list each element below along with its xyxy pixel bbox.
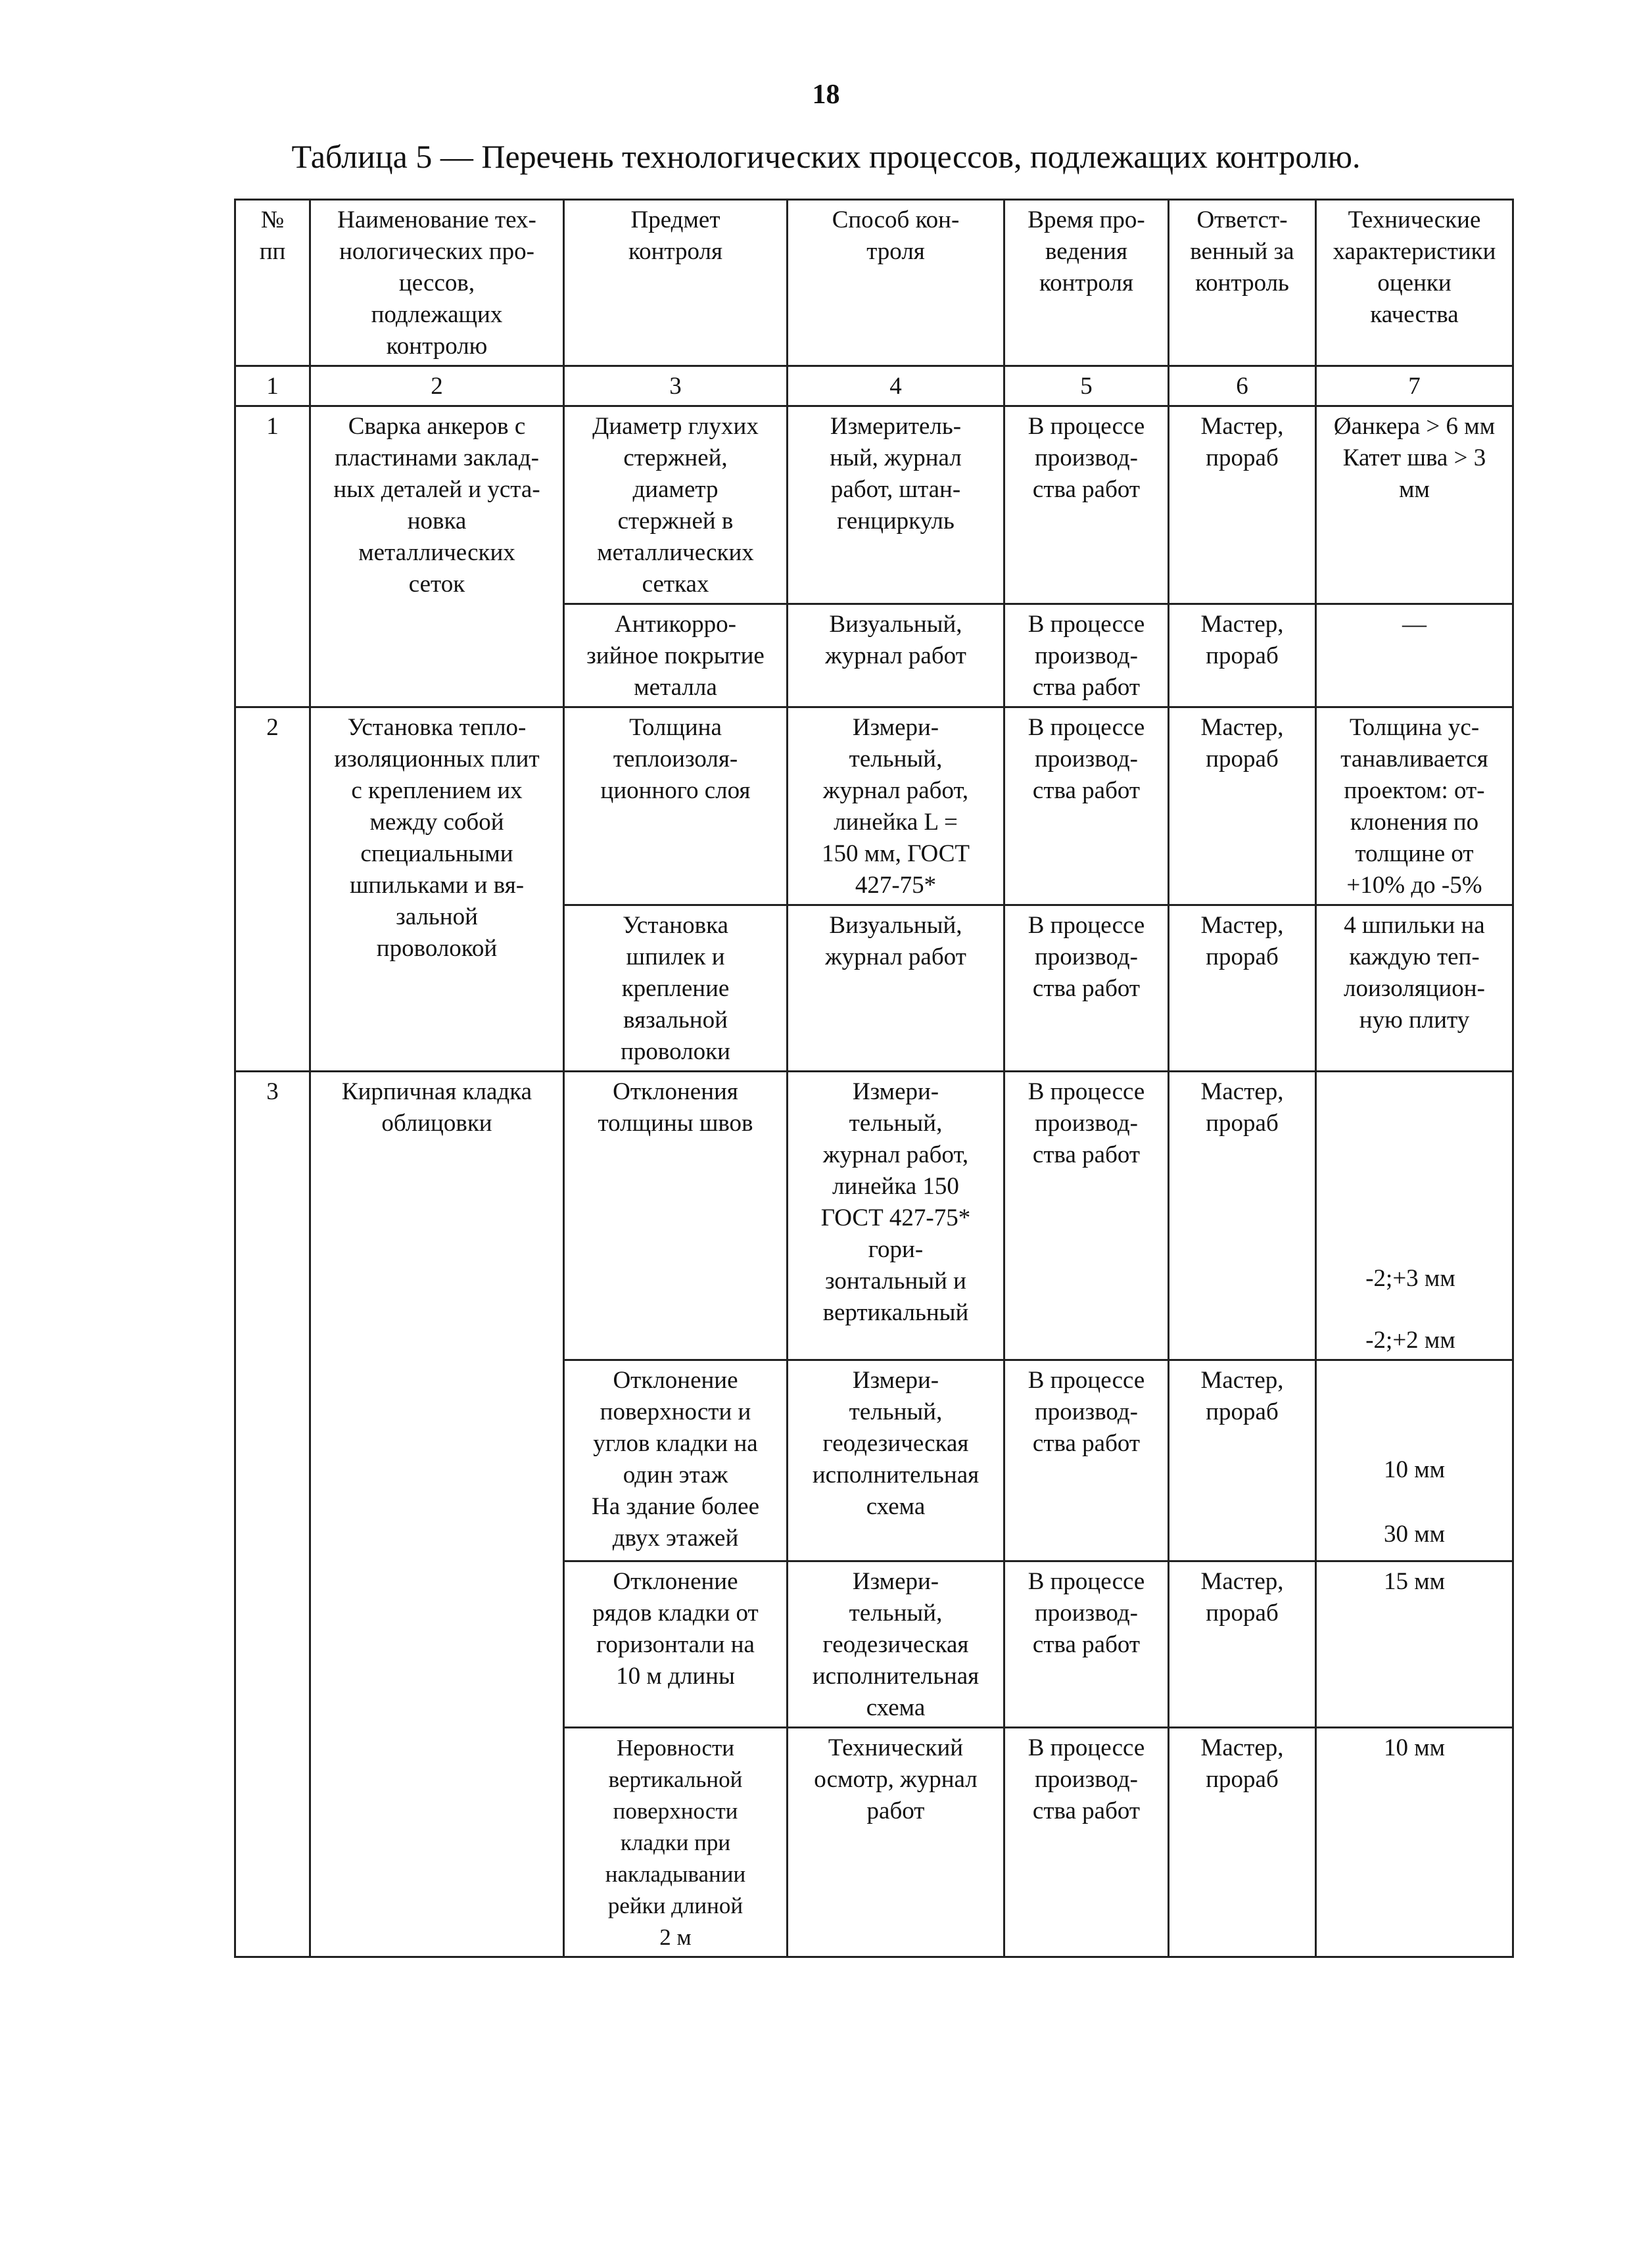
control-method: Визуальный, журнал работ <box>788 905 1004 1072</box>
control-method: Измери- тельный, журнал работ, линейка 150 ГОСТ 427-75* гори- зонтальный и вертикальный <box>788 1072 1004 1360</box>
header-row <box>235 200 1513 366</box>
control-subject: Отклонения толщины швов <box>564 1072 788 1360</box>
row-number: 2 <box>235 707 310 1072</box>
row-number: 3 <box>235 1072 310 1957</box>
header-spec: Технические характеристики оценки качества <box>1316 200 1513 366</box>
table-row <box>235 1072 1513 1360</box>
control-method: Измери- тельный, журнал работ, линейка L = 150 мм, ГОСТ 427-75* <box>788 707 1004 905</box>
header-subject: Предмет контроля <box>564 200 788 366</box>
table-caption: Таблица 5 — Перечень технологических процессов, подлежащих контролю. <box>291 138 1361 175</box>
quality-spec <box>1316 1360 1513 1561</box>
column-number: 4 <box>788 366 1004 406</box>
page-number: 18 <box>812 80 840 110</box>
control-method: Измеритель- ный, журнал работ, штан- генциркуль <box>788 406 1004 604</box>
responsible: Мастер, прораб <box>1169 1072 1316 1360</box>
control-subject: Установка шпилек и крепление вязальной проволоки <box>564 905 788 1072</box>
column-number: 1 <box>235 366 310 406</box>
table-row <box>235 707 1513 905</box>
header-responsible: Ответст- венный за контроль <box>1169 200 1316 366</box>
column-number: 2 <box>310 366 564 406</box>
process-name: Установка тепло- изоляционных плит с креплением их между собой специальными шпильками и вя- зальной проволокой <box>310 707 564 1072</box>
control-subject: Отклонение поверхности и углов кладки на один этаж На здание более двух этажей <box>564 1360 788 1561</box>
control-time: В процессе производ- ства работ <box>1004 406 1169 604</box>
quality-spec: Толщина ус- танавливается проектом: от- клонения по толщине от +10% до -5% <box>1316 707 1513 905</box>
responsible: Мастер, прораб <box>1169 604 1316 707</box>
control-time: В процессе производ- ства работ <box>1004 1360 1169 1561</box>
control-method: Визуальный, журнал работ <box>788 604 1004 707</box>
process-name: Кирпичная кладка облицовки <box>310 1072 564 1957</box>
row-number: 1 <box>235 406 310 707</box>
spec-line: 10 мм <box>1383 1456 1446 1483</box>
process-name: Сварка анкеров с пластинами заклад- ных деталей и уста- новка металлических сеток <box>310 406 564 707</box>
responsible: Мастер, прораб <box>1169 905 1316 1072</box>
column-number-row <box>235 366 1513 406</box>
responsible: Мастер, прораб <box>1169 1360 1316 1561</box>
spec-line: 30 мм <box>1383 1521 1446 1548</box>
responsible: Мастер, прораб <box>1169 406 1316 604</box>
table-row <box>235 406 1513 604</box>
column-number: 7 <box>1316 366 1513 406</box>
quality-spec: 10 мм <box>1316 1728 1513 1957</box>
control-subject: Антикорро- зийное покрытие металла <box>564 604 788 707</box>
quality-spec: — <box>1316 604 1513 707</box>
quality-spec: 4 шпильки на каждую теп- лоизоляцион- ную плиту <box>1316 905 1513 1072</box>
spec-line: -2;+2 мм <box>1365 1327 1455 1354</box>
control-method: Технический осмотр, журнал работ <box>788 1728 1004 1957</box>
control-subject: Толщина теплоизоля- ционного слоя <box>564 707 788 905</box>
quality-spec: 15 мм <box>1316 1561 1513 1728</box>
header-process: Наименование тех- нологических про- цессов, подлежащих контролю <box>310 200 564 366</box>
responsible: Мастер, прораб <box>1169 1561 1316 1728</box>
column-number: 5 <box>1004 366 1169 406</box>
header-num: № пп <box>235 200 310 366</box>
header-method: Способ кон- троля <box>788 200 1004 366</box>
control-time: В процессе производ- ства работ <box>1004 1561 1169 1728</box>
control-time: В процессе производ- ства работ <box>1004 707 1169 905</box>
header-time: Время про- ведения контроля <box>1004 200 1169 366</box>
quality-spec <box>1316 1072 1513 1360</box>
control-time: В процессе производ- ства работ <box>1004 604 1169 707</box>
responsible: Мастер, прораб <box>1169 1728 1316 1957</box>
spec-line: -2;+3 мм <box>1365 1265 1455 1292</box>
control-time: В процессе производ- ства работ <box>1004 1728 1169 1957</box>
control-subject: Диаметр глухих стержней, диаметр стержней в металлических сетках <box>564 406 788 604</box>
control-subject: Неровности вертикальной поверхности кладки при накладывании рейки длиной 2 м <box>564 1728 788 1957</box>
control-method: Измери- тельный, геодезическая исполнительная схема <box>788 1561 1004 1728</box>
responsible: Мастер, прораб <box>1169 707 1316 905</box>
column-number: 6 <box>1169 366 1316 406</box>
control-time: В процессе производ- ства работ <box>1004 1072 1169 1360</box>
process-control-table <box>234 199 1514 1958</box>
control-time: В процессе производ- ства работ <box>1004 905 1169 1072</box>
column-number: 3 <box>564 366 788 406</box>
quality-spec: Øанкера > 6 мм Катет шва > 3 мм <box>1316 406 1513 604</box>
control-method: Измери- тельный, геодезическая исполнительная схема <box>788 1360 1004 1561</box>
control-subject: Отклонение рядов кладки от горизонтали на 10 м длины <box>564 1561 788 1728</box>
